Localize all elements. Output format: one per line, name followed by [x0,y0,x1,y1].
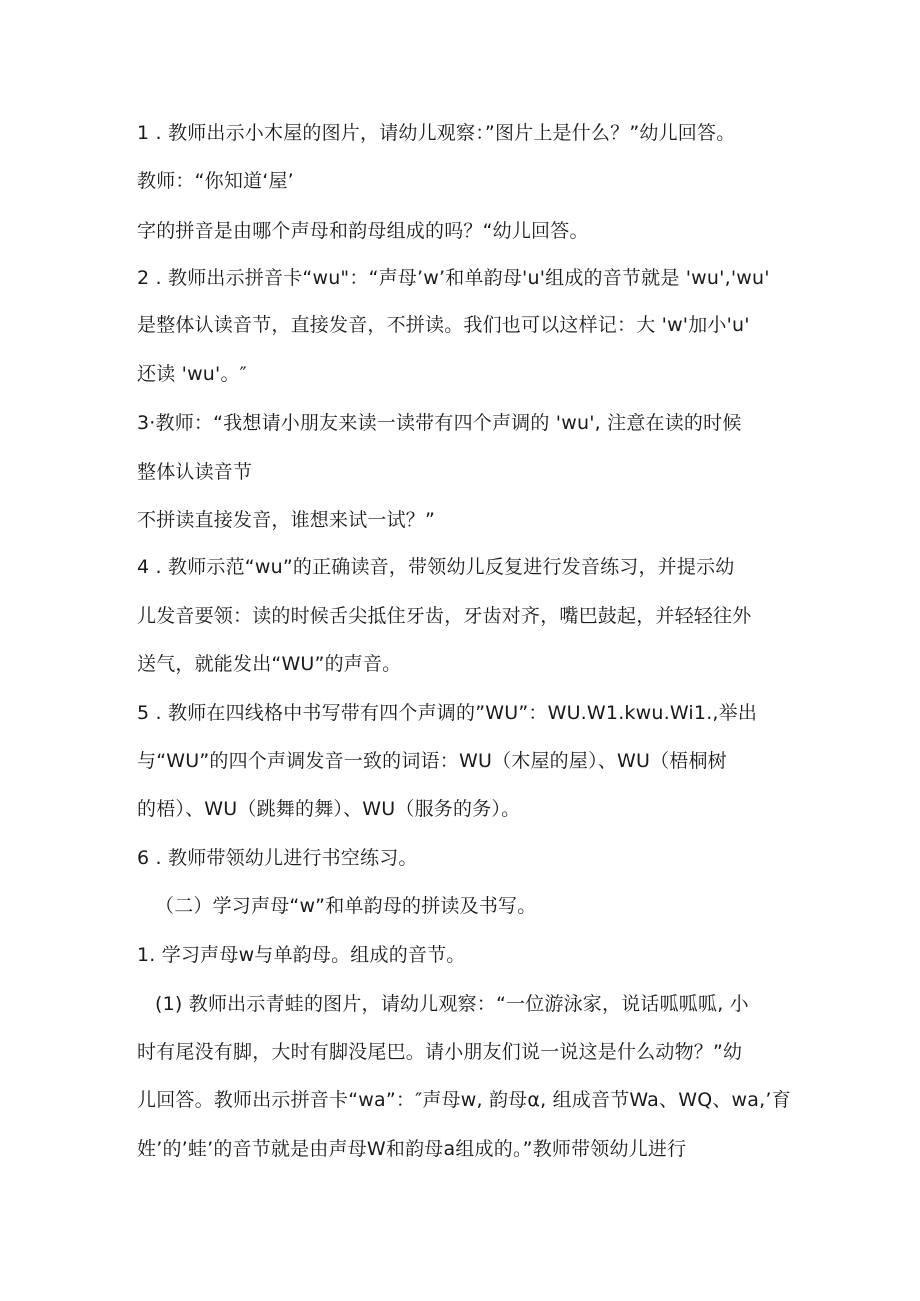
paragraph-line: 字的拼音是由哪个声母和韵母组成的吗？“幼儿回答。 [137,220,589,242]
paragraph-line: 1 . 教师出示小木屋的图片，请幼儿观察：”图片上是什么？”幼儿回答。 [137,122,736,144]
paragraph-line: 儿发音要领：读的时候舌尖抵住牙齿，牙齿对齐，嘴巴鼓起，并轻轻往外 [137,605,752,627]
section-heading: （二）学习声母“w”和单韵母的拼读及书写。 [155,895,537,917]
paragraph-line: 时有尾没有脚，大时有脚没尾巴。请小朋友们说一说这是什么动物？”幼 [137,1041,743,1063]
paragraph-line: 还读 'wu'。″ [137,363,247,385]
paragraph-line: (1) 教师出示青蛙的图片，请幼儿观察：“一位游泳家，说话呱呱呱, 小 [155,993,749,1015]
paragraph-line: 的梧）、WU（跳舞的舞）、WU（服务的务）。 [137,798,521,820]
paragraph-line: 儿回答。教师出示拼音卡“wa”：″声母w, 韵母α, 组成音节Wa、WQ、wa,’育 [137,1089,791,1111]
subsection-heading: 1. 学习声母w与单韵母。组成的音节。 [137,944,466,966]
paragraph-line: 与“WU”的四个声调发音一致的词语：WU（木屋的屋）、WU（梧桐树 [137,750,727,772]
paragraph-line: 6 . 教师带领幼儿进行书空练习。 [137,847,418,869]
paragraph-line: 2 . 教师出示拼音卡“wu"：“声母’w’和单韵母'u'组成的音节就是 'wu','wu' [137,267,770,289]
paragraph-line: 3·教师：“我想请小朋友来读一读带有四个声调的 'wu', 注意在读的时候 [137,412,742,434]
paragraph-line: 整体认读音节 [137,461,253,483]
paragraph-line: 教师：“你知道‘屋’ [137,170,294,192]
paragraph-line: 4 . 教师示范“wu”的正确读音，带领幼儿反复进行发音练习，并提示幼 [137,556,735,578]
paragraph-line: 姓’的’蛙’的音节就是由声母W和韵母a组成的。”教师带领幼儿进行 [137,1138,687,1160]
paragraph-line: 是整体认读音节，直接发音，不拼读。我们也可以这样记：大 'w'加小'u' [137,314,750,336]
paragraph-line: 送气，就能发出“WU”的声音。 [137,653,402,675]
paragraph-line: 5 . 教师在四线格中书写带有四个声调的”WU”：WU.W1.kwu.Wi1.,举出 [137,702,758,724]
paragraph-line: 不拼读直接发音，谁想来试一试？” [137,509,436,531]
